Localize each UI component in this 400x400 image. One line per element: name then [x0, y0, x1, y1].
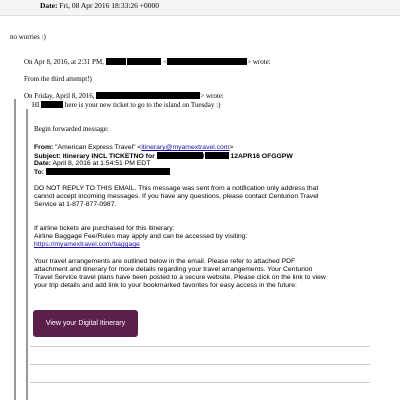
greeting-line: [32, 101, 220, 110]
greeting: HI: [32, 101, 40, 109]
notice-line-2: cannot accept incoming messages. If you have any questions, please contact Centurion Travel: [34, 193, 319, 200]
forward-intro: Begin forwarded message:: [34, 125, 109, 133]
redacted-email: [167, 58, 247, 65]
arrangements-line-3: Travel Service travel plans have been posted to a secure website. Please click on the link to view: [34, 274, 326, 281]
quote2-on: On Friday, April 8, 2016,: [24, 92, 95, 100]
from-email-link[interactable]: itinerary@myamextravel.com: [141, 144, 230, 151]
fwd-date-text: April 8, 2016 at 1:54:51 PM EDT: [52, 160, 151, 167]
redacted-name: [41, 101, 63, 108]
view-itinerary-button[interactable]: View your Digital Itinerary: [33, 310, 138, 337]
greeting-rest: here is your new ticket to go to the island on Tuesday :): [64, 101, 221, 109]
redacted-name: [127, 58, 161, 65]
forward-date-line: [34, 160, 150, 168]
forward-from-line: [34, 144, 233, 152]
from-name: "American Express Travel" <: [55, 144, 142, 151]
divider: [30, 382, 370, 383]
date-line: [40, 1, 159, 10]
redacted-email: [96, 92, 200, 99]
quote-bar: [14, 99, 16, 400]
to-label: To:: [34, 169, 45, 176]
date-value: Fri, 08 Apr 2016 18:33:26 +0000: [59, 1, 160, 10]
quote2-wrote: > wrote:: [200, 92, 224, 100]
redacted-name: [106, 58, 126, 65]
forward-to-line: [34, 168, 170, 177]
subject-code: 12APR16 OFGGPW: [230, 153, 293, 160]
fwd-date-label: Date:: [34, 160, 51, 167]
quote2-attribution: [24, 92, 224, 101]
arrangements-line-4: your trip details and add link to your bookmarked favorites for easy access in the future:: [34, 282, 297, 289]
notice-line-1: DO NOT REPLY TO THIS EMAIL. This message was sent from a notification only address that: [34, 185, 319, 192]
from-close: >: [229, 144, 234, 151]
email-header: [0, 0, 400, 16]
baggage-line-2: Airline Baggage Fee/Rules may apply and can be accessed by visiting:: [34, 233, 248, 240]
quote1-on: On Apr 8, 2016, at 2:31 PM,: [24, 58, 104, 66]
baggage-line-1: If airline tickets are purchased for this itinerary:: [34, 225, 175, 232]
baggage-link[interactable]: https://myamextravel.com/baggage: [34, 241, 140, 248]
quote1-wrote: > wrote:: [247, 58, 271, 66]
arrangements-line-1: Your travel arrangements are outlined below in the email. Please refer to attached PDF: [34, 258, 296, 265]
quote1-body: From the third attempt!): [24, 75, 92, 83]
reply-body: no worries :): [10, 33, 46, 41]
redacted-name: [205, 152, 229, 159]
divider: [30, 346, 370, 347]
arrangements-line-2: attachment and itinerary for more details regarding your travel arrangements. Your Centurion: [34, 266, 313, 273]
subject-text: Itinerary INCL TICKETNO for: [62, 153, 155, 160]
quote-bar-nested: [26, 109, 28, 400]
date-label: Date:: [40, 1, 58, 10]
from-label: From:: [34, 144, 54, 151]
divider: [30, 364, 370, 365]
notice-line-3: Service at 1-877-877-0987.: [34, 201, 117, 208]
subject-label: Subject:: [34, 153, 61, 160]
quote1-attribution: On Apr 8, 2016, at 2:31 PM, < > wrote:: [24, 58, 271, 66]
redacted-email: [46, 168, 170, 175]
redacted-name: [157, 152, 203, 159]
